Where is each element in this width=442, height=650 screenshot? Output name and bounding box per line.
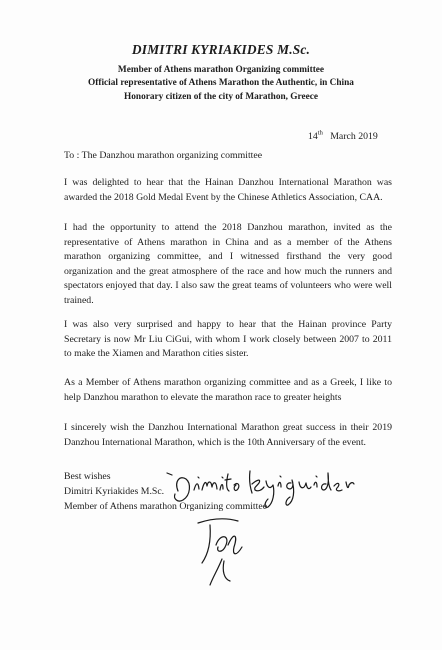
- letterhead: [0, 42, 442, 104]
- body-paragraph: I was delighted to hear that the Hainan Danzhou International Marathon was awarded the 2018 Gold Medal Event by the Chinese Athletics Association, CAA.: [64, 177, 392, 203]
- closing-signer-title: Member of Athens marathon Organizing committee: [64, 501, 268, 512]
- sender-name: DIMITRI KYRIAKIDES M.Sc.: [131, 42, 311, 57]
- date-month-year: March 2019: [330, 131, 378, 142]
- recipient-line: To : The Danzhou marathon organizing committee: [64, 150, 263, 161]
- sender-role-line: Honorary citizen of the city of Marathon, Greece: [124, 91, 318, 102]
- date-day: 14: [308, 131, 318, 142]
- handwritten-signature: [158, 465, 358, 593]
- letter-date: [308, 131, 378, 142]
- closing-signer-name: Dimitri Kyriakides M.Sc.: [64, 486, 165, 497]
- body-paragraph: As a Member of Athens marathon organizing committee and as a Greek, I like to help Danzhou marathon to elevate the marathon race to greater heights: [64, 377, 392, 403]
- signature-strokes: [167, 471, 354, 585]
- closing-salutation: Best wishes: [64, 471, 111, 482]
- body-paragraph: I sincerely wish the Danzhou International Marathon great success in their 2019 Danzhou International Marathon, which is the 10th Anniversary of the event.: [64, 422, 392, 448]
- date-day-suffix: th: [317, 129, 323, 137]
- body-paragraph: I was also very surprised and happy to hear that the Hainan province Party Secretary is now Mr Liu CiGui, with whom I work closely between 2007 to 2011 to make the Xiamen and Marathon cities sister.: [64, 319, 392, 360]
- sender-role-line: Official representative of Athens Marathon the Authentic, in China: [88, 78, 354, 89]
- sender-role-line: Member of Athens marathon Organizing committee: [117, 65, 325, 75]
- body-paragraph: I had the opportunity to attend the 2018 Danzhou marathon, invited as the representative of Athens marathon in China and as a member of the Athens marathon organizing committee, and I witnessed firsthand the very good organization and the great atmosphere of the race and how much the runners and spectators enjoyed that day. I also saw the great teams of volunteers who were well trained.: [64, 222, 392, 306]
